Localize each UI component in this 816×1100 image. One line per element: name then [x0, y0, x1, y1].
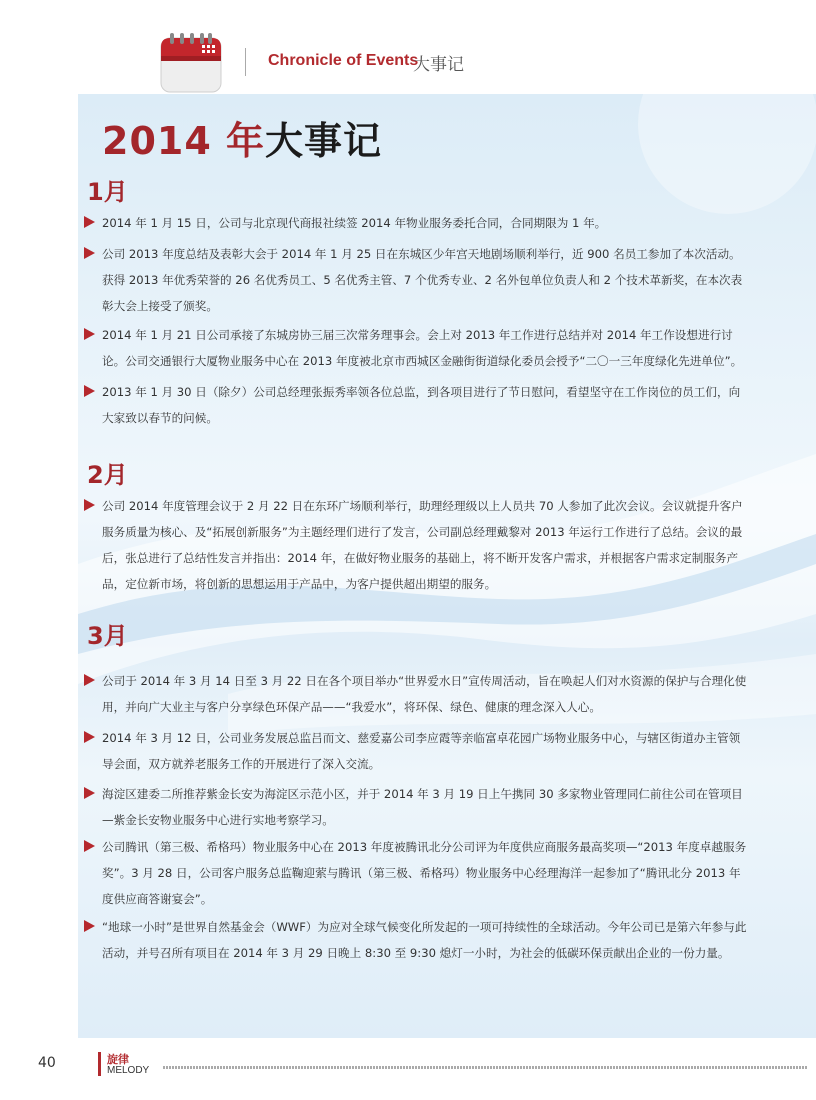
list-item: 2014 年 1 月 15 日，公司与北京现代商报社续签 2014 年物业服务委托合同，合同期限为 1 年。: [102, 216, 607, 230]
month-heading-february: 2月: [87, 461, 128, 489]
magazine-name-en: MELODY: [107, 1065, 150, 1076]
list-item: 公司于 2014 年 3 月 14 日至 3 月 22 日在各个项目举办“世界爱水日”宣传周活动，旨在唤起人们对水资源的保护与合理化使用，并向广大业主与客户分享绿色环保产品——“我爱水”，将环保、绿色、健康的理念深入人心。: [102, 674, 747, 714]
bullet-icon: [84, 731, 95, 743]
month-heading-january: 1月: [87, 178, 128, 206]
list-item: 2014 年 1 月 21 日公司承接了东城房协三届三次常务理事会。会上对 2013 年工作进行总结并对 2014 年工作设想进行讨论。公司交通银行大厦物业服务中心在 2013 年度被北京市西城区金融街街道绿化委员会授予“二〇一三年度绿化先进单位”。: [102, 328, 743, 368]
calendar-icon: [158, 30, 224, 96]
header-divider: [245, 48, 246, 76]
bullet-icon: [84, 216, 95, 228]
list-item: 海淀区建委二所推荐紫金长安为海淀区示范小区，并于 2014 年 3 月 19 日上午携同 30 多家物业管理同仁前往公司在管项目—紫金长安物业服务中心进行实地考察学习。: [102, 787, 743, 827]
bullet-icon: [84, 840, 95, 852]
bullet-icon: [84, 499, 95, 511]
bullet-icon: [84, 385, 95, 397]
bullet-icon: [84, 920, 95, 932]
bullet-icon: [84, 787, 95, 799]
list-item: 公司腾讯（第三极、希格玛）物业服务中心在 2013 年度被腾讯北分公司评为年度供应商服务最高奖项—“2013 年度卓越服务奖”。3 月 28 日，公司客户服务总监鞠迎萦与腾讯（第三极、希格玛）物业服务中心经理海洋一起参加了“腾讯北分 2013 年度供应商答谢宴会”。: [102, 840, 747, 906]
month-heading-march: 3月: [87, 622, 128, 650]
list-item: 公司 2013 年度总结及表彰大会于 2014 年 1 月 25 日在东城区少年宫天地剧场顺利举行，近 900 名员工参加了本次活动。获得 2013 年优秀荣誉的 26 名优秀员工、5 名优秀主管、7 个优秀专业、2 名外包单位负责人和 2 个技术革新奖，在本次表彰大会上接受了颁奖。: [102, 247, 743, 313]
page-header: [0, 0, 816, 95]
magazine-name-zh: 旋律: [107, 1053, 129, 1066]
bullet-icon: [84, 328, 95, 340]
list-item: “地球一小时”是世界自然基金会（WWF）为应对全球气候变化所发起的一项可持续性的全球活动。今年公司已是第六年参与此活动，并号召所有项目在 2014 年 3 月 29 日晚上 8:30 至 9:30 熄灯一小时，为社会的低碳环保贡献出企业的一份力量。: [102, 920, 747, 960]
bullet-icon: [84, 674, 95, 686]
section-title-zh: 大事记: [413, 55, 464, 75]
page-title-year: 2014 年: [102, 119, 265, 163]
list-item: 2014 年 3 月 12 日，公司业务发展总监吕而文、慈爱嘉公司李应霞等亲临富卓花园广场物业服务中心，与辖区街道办主管领导会面，双方就养老服务工作的开展进行了深入交流。: [102, 731, 741, 771]
page-title-text: 大事记: [265, 119, 383, 163]
list-item: 2013 年 1 月 30 日（除夕）公司总经理张振秀率领各位总监，到各项目进行了节日慰问，看望坚守在工作岗位的员工们，向大家致以春节的问候。: [102, 385, 741, 425]
footer-accent-bar: [98, 1052, 101, 1076]
page-title: [102, 110, 382, 165]
footer-rule: [163, 1066, 808, 1069]
section-title-en: Chronicle of Events: [268, 52, 419, 69]
list-item: 公司 2014 年度管理会议于 2 月 22 日在东环广场顺利举行，助理经理级以上人员共 70 人参加了此次会议。会议就提升客户服务质量为核心、及“拓展创新服务”为主题经理们进行了发言，公司副总经理戴黎对 2013 年运行工作进行了总结。会议的最后，张总进行了总结性发言并指出：2014 年，在做好物业服务的基础上，将不断开发客户需求，并根据客户需求定制服务产品，定位新市场，将创新的思想运用于产品中，为客户提供超出期望的服务。: [102, 499, 743, 591]
bullet-icon: [84, 247, 95, 259]
page-number: 40: [38, 1055, 56, 1071]
